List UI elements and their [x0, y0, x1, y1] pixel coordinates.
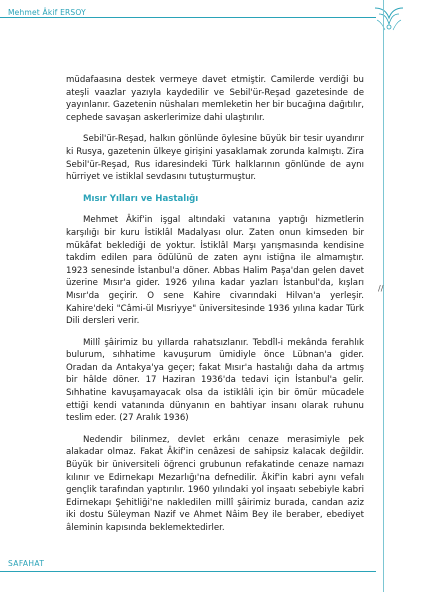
paragraph-1: müdafaasına destek vermeye davet etmiştir. Camilerde verdiği bu ateşli vaazlar yazıyla kaydedilir ve Sebil'ür-Reşad gazetesinde de yayınlanır. Gazetenin nüshaları memleketin her bir bucağına dağıtılır, cephede savaşan askerlerimize dahi ulaştırılır. — [66, 75, 364, 123]
running-header: Mehmet Âkif ERSOY — [8, 8, 86, 17]
paragraph-3: Mehmet Âkif'in işgal altındaki vatanına yaptığı hizmetlerin karşılığı bir kuru İstiklâl Madalyası olur. Zaten onun kimseden bir mükâfat beklediği de yoktur. İstiklâl Marşı yarışmasında kendisine takdim edilen para ödülünü de zaten aynı istiğna ile almamıştır. 1923 senesinde İstanbul'a döner. Abbas Halim Paşa'dan gelen davet üzerine Mısır'a gider. 1926 yılına kadar yazları İstanbul'da, kışları Mısır'da geçirir. O sene Kahire civarındaki Hilvan'a yerleşir. Kahire'deki "Câmi-ül Mısriyye" üniversitesinde 1936 yılına kadar Türk Dili dersleri verir. — [66, 215, 364, 327]
paragraph-2: Sebil'ür-Reşad, halkın gönlünde öylesine büyük bir tesir uyandırır ki Rusya, gazetenin ülkeye girişini yasaklamak zorunda kalmıştı. Zira Sebil'ür-Reşad, Rus idaresindeki Türk halklarının gönlünde de aynı hürriyet ve istiklal sevdasını tutuşturmuştur. — [66, 134, 364, 183]
paragraph-4: Millî şâirimiz bu yıllarda rahatsızlanır. Tebdîl-i mekânda ferahlık bulurum, sıhhatime kavuşurum ümidiyle önce Lübnan'a gider. Oradan da Antakya'ya geçer; fakat Mısır'a hastalığı daha da artmış bir hâlde döner. 17 Haziran 1936'da tedavi için İstanbul'a gelir. Sıhhatine kavuşamayacak olsa da istiklâli için bir ömür mücadele ettiği kendi vatanında dünyanın en bahtiyar insanı olarak ruhunu teslim eder. (27 Aralık 1936) — [66, 337, 364, 424]
section-title: Mısır Yılları ve Hastalığı — [83, 193, 199, 204]
margin-rule — [383, 0, 384, 592]
footer-rule — [0, 571, 376, 572]
paragraph-5: Nedendir bilinmez, devlet erkânı cenaze merasimiyle pek alakadar olmaz. Fakat Âkif'in cenâzesi de sahipsiz kalacak değildir. Büyük bir üniversiteli öğrenci grubunun refakatinde cenaze namazı kılınır ve Edirnekapı Mezarlığı'na defnedilir. Âkif'in kabri aynı vefalı gençlik tarafından yaptırılır. 1960 yılındaki yol inşaatı sebebiyle kabri Edirnekapı Şehitliği'ne nakledilen millî şâirimiz burada, candan aziz iki dostu Süleyman Nazif ve Ahmet Nâim Bey ile beraber, ebediyet âleminin kapısında beklemektedirler. — [66, 434, 364, 533]
margin-mark: // — [378, 284, 384, 293]
corner-ornament-icon — [373, 4, 405, 32]
header-rule — [0, 17, 376, 18]
running-footer: SAFAHAT — [8, 559, 45, 568]
page-body — [66, 74, 364, 544]
